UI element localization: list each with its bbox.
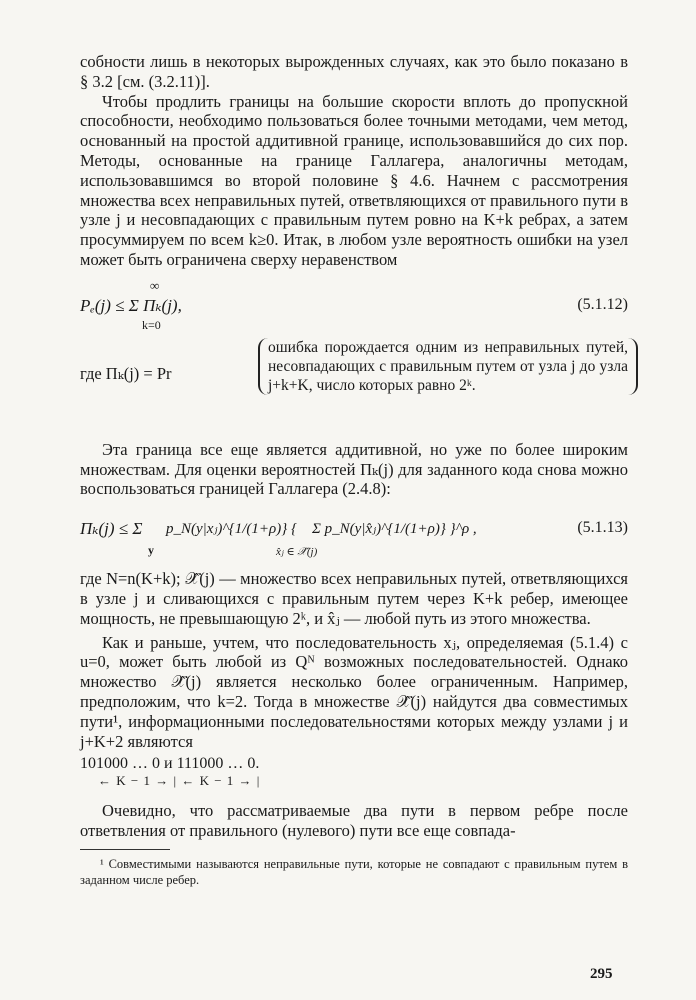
sequence-line: 101000 … 0 и 111000 … 0.	[80, 755, 260, 773]
where-definition	[80, 338, 628, 430]
page-number: 295	[590, 966, 613, 982]
paragraph-1: собности лишь в некоторых вырожденных случаях, как это было показано в § 3.2 [см. (3.2.11)].	[80, 52, 628, 91]
paragraph-2: Чтобы продлить границы на большие скорости вплоть до пропускной способности, необходимо пользоваться более точными методами, чем метод, основанный на простой аддитивной границе, использовавшийся до сих пор. Методы, основанные на границе Галлагера, аналогичны методам, использовавшимся во второй половине § 4.6. Начнем с рассмотрения множества всех неправильных путей, ответвляющихся от правильного пути в узле j и несовпадающих с правильным путем ровно на K+k ребрах, а затем просуммируем по всем k≥0. Итак, в любом узле вероятность ошибки на узел может быть ограничена сверху неравенством	[80, 91, 628, 269]
eq2-left: Πₖ(j) ≤ Σ	[80, 519, 143, 539]
footnote-rule	[80, 849, 170, 850]
where-label: где Πₖ(j) = Pr	[80, 363, 172, 383]
eq2-mid: p_N(y|xⱼ)^{1/(1+ρ)} {	[166, 521, 297, 538]
brace-condition: ошибка порождается одним из неправильных путей, несовпадающих с правильным путем от узла j до узла j+k+K, число которых равно 2ᵏ.	[258, 338, 638, 395]
page-body	[80, 52, 628, 888]
sequence-brackets: ← K − 1 → | ← K − 1 → |	[98, 773, 261, 789]
paragraph-4: где N=n(K+k); 𝒳̂(j) — множество всех неправильных путей, ответвляющихся в узле j и сливающихся с правильным путем через K+k ребер, имеющее мощность, не превышающую 2ᵏ, и x̂ⱼ — любой путь из этого множества.	[80, 569, 628, 628]
eq2-sum-sub: x̂ⱼ ∈ 𝒳̂(j)	[276, 546, 318, 559]
paragraph-3: Эта граница все еще является аддитивной, но уже по более широким множествам. Для оценки вероятностей Πₖ(j) для заданного кода снова можно воспользоваться границей Галлагера (2.4.8):	[80, 439, 628, 499]
equation-5-1-12	[80, 278, 628, 334]
eq2-inner: Σ p_N(y|x̂ⱼ)^{1/(1+ρ)} }^ρ ,	[312, 521, 477, 538]
eq2-number: (5.1.13)	[577, 519, 628, 537]
equation-5-1-13	[80, 505, 628, 569]
eq1-body: Pₑ(j) ≤ Σ Πₖ(j),	[80, 295, 182, 315]
eq1-sum-top: ∞	[150, 277, 160, 293]
eq2-left-sub: y	[148, 543, 154, 558]
eq1-number: (5.1.12)	[577, 295, 628, 313]
eq1-sum-bottom: k=0	[142, 317, 161, 332]
paragraph-5: Как и раньше, учтем, что последовательность xⱼ, определяемая (5.1.4) с u=0, может быть любой из Qᴺ возможных последовательностей. Однако множество 𝒳̂(j) является несколько более ограниченным. Например, предположим, что k=2. Тогда в множестве 𝒳̂(j) найдутся два совместимых пути¹, информационными последовательностями которых между узлами j и j+K+2 являются	[80, 632, 628, 751]
footnote: ¹ Совместимыми называются неправильные пути, которые не совпадают с правильным путем в заданном числе ребер.	[80, 856, 628, 887]
paragraph-6: Очевидно, что рассматриваемые два пути в первом ребре после ответвления от правильного (нулевого) пути все еще совпада-	[80, 801, 628, 841]
